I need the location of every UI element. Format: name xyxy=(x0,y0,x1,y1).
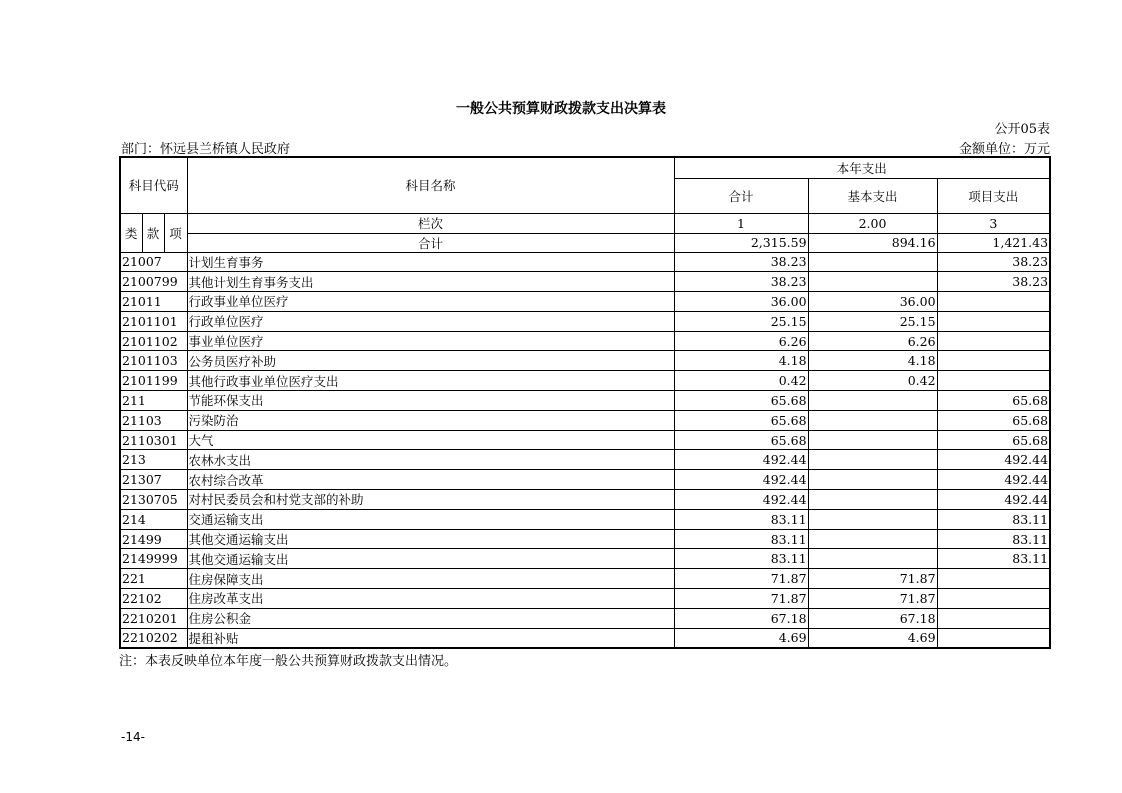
row-total: 25.15 xyxy=(674,311,808,331)
row-basic xyxy=(808,470,937,490)
expenditure-table xyxy=(119,156,1051,649)
row-total: 4.69 xyxy=(674,628,808,648)
row-code: 21007 xyxy=(120,252,187,272)
table-row xyxy=(120,351,1050,371)
row-basic xyxy=(808,549,937,569)
row-code: 21307 xyxy=(120,470,187,490)
sum-label: 合计 xyxy=(187,233,674,252)
row-basic: 0.42 xyxy=(808,371,937,391)
row-code: 2101103 xyxy=(120,351,187,371)
header-basic: 基本支出 xyxy=(808,178,937,213)
table-row xyxy=(120,628,1050,648)
col-index-3: 3 xyxy=(937,213,1050,233)
department-label: 部门：怀远县兰桥镇人民政府 xyxy=(121,142,291,157)
row-code: 221 xyxy=(120,569,187,589)
row-project: 38.23 xyxy=(937,272,1050,292)
row-subject-name: 节能环保支出 xyxy=(187,391,674,411)
header-subject-name: 科目名称 xyxy=(187,157,674,213)
row-basic: 71.87 xyxy=(808,589,937,609)
table-row xyxy=(120,569,1050,589)
row-project: 83.11 xyxy=(937,529,1050,549)
table-row xyxy=(120,608,1050,628)
row-total: 38.23 xyxy=(674,252,808,272)
row-project xyxy=(937,628,1050,648)
table-row xyxy=(120,549,1050,569)
header-lanci: 栏次 xyxy=(187,213,674,233)
row-code: 2210202 xyxy=(120,628,187,648)
row-total: 492.44 xyxy=(674,490,808,510)
row-subject-name: 计划生育事务 xyxy=(187,252,674,272)
row-project: 492.44 xyxy=(937,470,1050,490)
row-total: 65.68 xyxy=(674,391,808,411)
row-project: 492.44 xyxy=(937,450,1050,470)
row-total: 4.18 xyxy=(674,351,808,371)
sum-project: 1,421.43 xyxy=(937,233,1050,252)
row-subject-name: 提租补贴 xyxy=(187,628,674,648)
row-project: 492.44 xyxy=(937,490,1050,510)
row-code: 214 xyxy=(120,509,187,529)
row-code: 2101101 xyxy=(120,311,187,331)
row-project xyxy=(937,569,1050,589)
row-project xyxy=(937,351,1050,371)
row-basic: 6.26 xyxy=(808,331,937,351)
table-row xyxy=(120,391,1050,411)
table-row xyxy=(120,331,1050,351)
header-year-expenditure: 本年支出 xyxy=(674,157,1050,178)
row-project xyxy=(937,311,1050,331)
row-code: 2110301 xyxy=(120,430,187,450)
sum-basic: 894.16 xyxy=(808,233,937,252)
row-total: 83.11 xyxy=(674,549,808,569)
amount-unit-label: 金额单位：万元 xyxy=(958,142,1050,157)
col-index-1: 1 xyxy=(674,213,808,233)
row-code: 21011 xyxy=(120,292,187,312)
table-row xyxy=(120,529,1050,549)
table-note: 注：本表反映单位本年度一般公共预算财政拨款支出情况。 xyxy=(119,654,458,669)
row-code: 21499 xyxy=(120,529,187,549)
row-code: 2101199 xyxy=(120,371,187,391)
row-subject-name: 农村综合改革 xyxy=(187,470,674,490)
row-basic xyxy=(808,391,937,411)
col-index-2: 2.00 xyxy=(808,213,937,233)
table-row xyxy=(120,410,1050,430)
row-project: 83.11 xyxy=(937,509,1050,529)
row-subject-name: 行政单位医疗 xyxy=(187,311,674,331)
row-code: 21103 xyxy=(120,410,187,430)
row-basic xyxy=(808,509,937,529)
table-row xyxy=(120,311,1050,331)
row-basic xyxy=(808,529,937,549)
row-code: 22102 xyxy=(120,589,187,609)
row-code: 2149999 xyxy=(120,549,187,569)
row-basic xyxy=(808,272,937,292)
row-basic: 4.18 xyxy=(808,351,937,371)
row-subject-name: 行政事业单位医疗 xyxy=(187,292,674,312)
row-total: 6.26 xyxy=(674,331,808,351)
table-row xyxy=(120,371,1050,391)
row-total: 38.23 xyxy=(674,272,808,292)
header-kuan: 款 xyxy=(142,213,164,252)
row-code: 2101102 xyxy=(120,331,187,351)
row-subject-name: 公务员医疗补助 xyxy=(187,351,674,371)
row-project xyxy=(937,589,1050,609)
row-basic: 4.69 xyxy=(808,628,937,648)
row-subject-name: 其他交通运输支出 xyxy=(187,529,674,549)
row-basic xyxy=(808,430,937,450)
row-total: 65.68 xyxy=(674,410,808,430)
table-row xyxy=(120,589,1050,609)
table-row xyxy=(120,292,1050,312)
row-total: 83.11 xyxy=(674,529,808,549)
row-code: 213 xyxy=(120,450,187,470)
row-project xyxy=(937,608,1050,628)
row-total: 71.87 xyxy=(674,589,808,609)
row-total: 36.00 xyxy=(674,292,808,312)
header-lei: 类 xyxy=(120,213,142,252)
table-row xyxy=(120,490,1050,510)
header-total: 合计 xyxy=(674,178,808,213)
row-total: 492.44 xyxy=(674,450,808,470)
header-project: 项目支出 xyxy=(937,178,1050,213)
row-total: 492.44 xyxy=(674,470,808,490)
table-row xyxy=(120,252,1050,272)
header-code-group: 科目代码 xyxy=(120,157,187,213)
row-subject-name: 住房改革支出 xyxy=(187,589,674,609)
row-total: 83.11 xyxy=(674,509,808,529)
row-subject-name: 交通运输支出 xyxy=(187,509,674,529)
row-subject-name: 住房公积金 xyxy=(187,608,674,628)
row-subject-name: 其他交通运输支出 xyxy=(187,549,674,569)
row-project xyxy=(937,292,1050,312)
row-subject-name: 对村民委员会和村党支部的补助 xyxy=(187,490,674,510)
table-row xyxy=(120,430,1050,450)
row-code: 2100799 xyxy=(120,272,187,292)
row-subject-name: 农林水支出 xyxy=(187,450,674,470)
row-project: 83.11 xyxy=(937,549,1050,569)
row-project: 65.68 xyxy=(937,410,1050,430)
report-title: 一般公共预算财政拨款支出决算表 xyxy=(456,101,666,117)
row-basic xyxy=(808,490,937,510)
row-total: 0.42 xyxy=(674,371,808,391)
form-number: 公开05表 xyxy=(994,122,1050,137)
row-basic xyxy=(808,410,937,430)
row-total: 71.87 xyxy=(674,569,808,589)
row-code: 2210201 xyxy=(120,608,187,628)
row-total: 65.68 xyxy=(674,430,808,450)
row-project xyxy=(937,331,1050,351)
table-row xyxy=(120,450,1050,470)
row-code: 211 xyxy=(120,391,187,411)
table-row xyxy=(120,509,1050,529)
row-project xyxy=(937,371,1050,391)
table-row xyxy=(120,272,1050,292)
row-subject-name: 大气 xyxy=(187,430,674,450)
row-subject-name: 住房保障支出 xyxy=(187,569,674,589)
row-subject-name: 其他行政事业单位医疗支出 xyxy=(187,371,674,391)
row-project: 65.68 xyxy=(937,430,1050,450)
table-row xyxy=(120,470,1050,490)
row-project: 38.23 xyxy=(937,252,1050,272)
row-subject-name: 其他计划生育事务支出 xyxy=(187,272,674,292)
row-basic xyxy=(808,450,937,470)
row-basic: 71.87 xyxy=(808,569,937,589)
row-basic: 25.15 xyxy=(808,311,937,331)
row-basic: 67.18 xyxy=(808,608,937,628)
row-subject-name: 污染防治 xyxy=(187,410,674,430)
sum-total: 2,315.59 xyxy=(674,233,808,252)
row-code: 2130705 xyxy=(120,490,187,510)
header-xiang: 项 xyxy=(164,213,187,252)
row-basic: 36.00 xyxy=(808,292,937,312)
row-project: 65.68 xyxy=(937,391,1050,411)
row-subject-name: 事业单位医疗 xyxy=(187,331,674,351)
row-basic xyxy=(808,252,937,272)
page-number: -14- xyxy=(121,730,145,744)
row-total: 67.18 xyxy=(674,608,808,628)
